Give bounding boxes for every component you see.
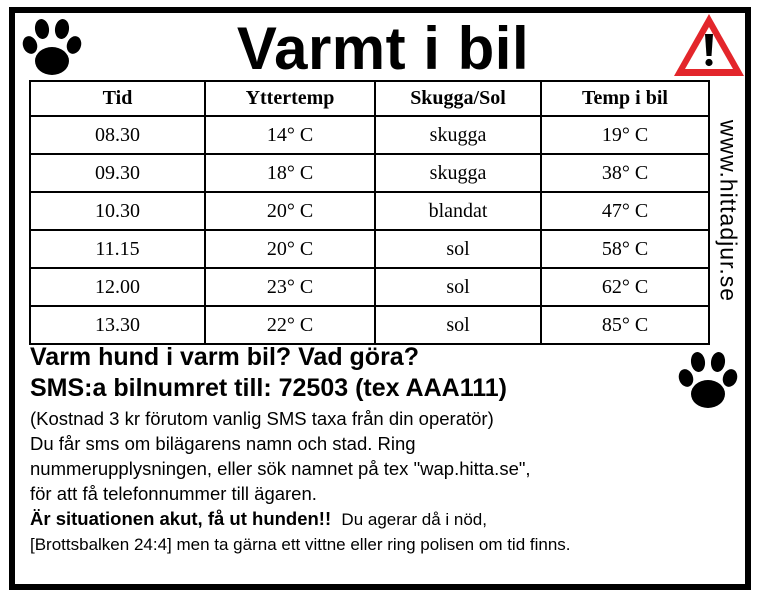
cell-shade-sun: sol bbox=[375, 306, 541, 344]
urgent-bold-text: Är situationen akut, få ut hunden!! bbox=[30, 508, 332, 529]
cell-outside-temp: 20° C bbox=[205, 192, 375, 230]
sms-heading: SMS:a bilnumret till: 72503 (tex AAA111) bbox=[30, 374, 508, 402]
question-heading: Varm hund i varm bil? Vad göra? bbox=[30, 343, 419, 371]
warning-triangle-icon bbox=[670, 10, 748, 80]
cell-shade-sun: skugga bbox=[375, 154, 541, 192]
table-header-row bbox=[30, 81, 709, 116]
cell-shade-sun: sol bbox=[375, 230, 541, 268]
info-line-2: nummerupplysningen, eller sök namnet på tex "wap.hitta.se", bbox=[30, 458, 531, 479]
cell-time: 12.00 bbox=[30, 268, 205, 306]
cell-time: 13.30 bbox=[30, 306, 205, 344]
table-row bbox=[30, 306, 709, 344]
cell-shade-sun: skugga bbox=[375, 116, 541, 154]
cell-shade-sun: sol bbox=[375, 268, 541, 306]
cell-car-temp: 62° C bbox=[541, 268, 709, 306]
cell-time: 08.30 bbox=[30, 116, 205, 154]
header-car-temp: Temp i bil bbox=[541, 81, 709, 116]
cell-car-temp: 58° C bbox=[541, 230, 709, 268]
cell-car-temp: 38° C bbox=[541, 154, 709, 192]
website-url: www.hittadjur.se bbox=[715, 119, 742, 303]
table-row bbox=[30, 154, 709, 192]
header-time: Tid bbox=[30, 81, 205, 116]
cell-shade-sun: blandat bbox=[375, 192, 541, 230]
cell-outside-temp: 14° C bbox=[205, 116, 375, 154]
temperature-table bbox=[29, 80, 710, 345]
cell-car-temp: 85° C bbox=[541, 306, 709, 344]
header-shade-sun: Skugga/Sol bbox=[375, 81, 541, 116]
cell-time: 11.15 bbox=[30, 230, 205, 268]
cost-note: (Kostnad 3 kr förutom vanlig SMS taxa från din operatör) bbox=[30, 408, 494, 429]
cell-time: 09.30 bbox=[30, 154, 205, 192]
table-row bbox=[30, 268, 709, 306]
header-outside-temp: Yttertemp bbox=[205, 81, 375, 116]
cell-outside-temp: 18° C bbox=[205, 154, 375, 192]
cell-outside-temp: 22° C bbox=[205, 306, 375, 344]
law-line: [Brottsbalken 24:4] men ta gärna ett vittne eller ring polisen om tid finns. bbox=[30, 535, 571, 554]
table-row bbox=[30, 116, 709, 154]
info-line-1: Du får sms om bilägarens namn och stad. Ring bbox=[30, 433, 416, 454]
poster-title: Varmt i bil bbox=[236, 15, 530, 82]
info-line-3: för att få telefonnummer till ägaren. bbox=[30, 483, 317, 504]
cell-car-temp: 47° C bbox=[541, 192, 709, 230]
urgent-rest-text: Du agerar då i nöd, bbox=[341, 510, 487, 529]
urgent-line bbox=[30, 506, 710, 532]
table-row bbox=[30, 192, 709, 230]
paw-print-icon bbox=[20, 17, 84, 79]
cell-outside-temp: 20° C bbox=[205, 230, 375, 268]
table-row bbox=[30, 230, 709, 268]
cell-time: 10.30 bbox=[30, 192, 205, 230]
instructions-block bbox=[30, 342, 710, 557]
cell-outside-temp: 23° C bbox=[205, 268, 375, 306]
cell-car-temp: 19° C bbox=[541, 116, 709, 154]
